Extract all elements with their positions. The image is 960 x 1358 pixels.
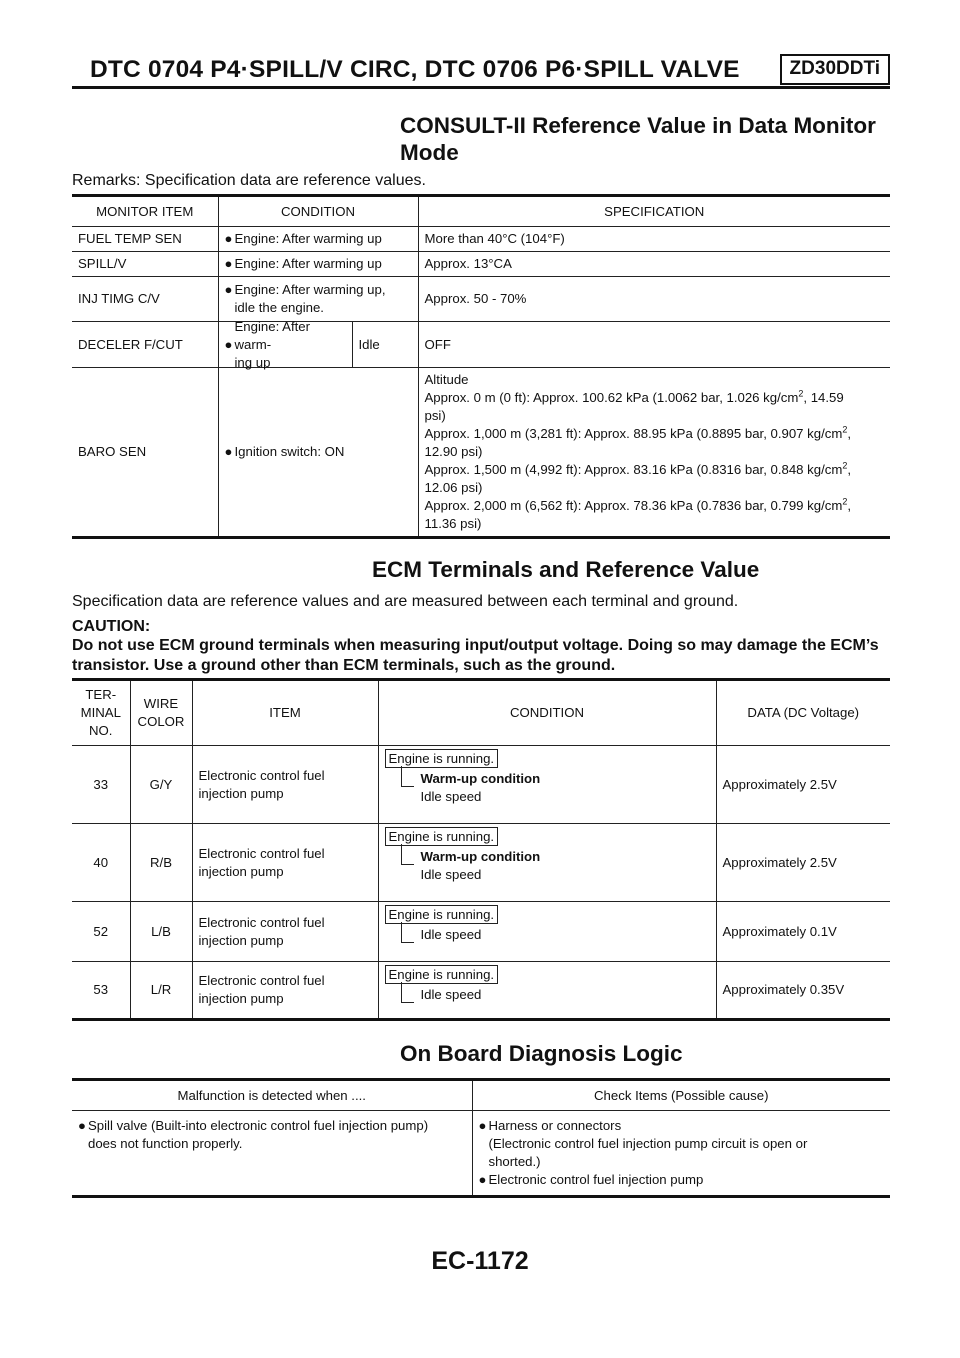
condition-cell: ● Engine: After warming up	[218, 252, 418, 277]
data-cell: Approximately 2.5V	[716, 824, 890, 902]
condition-cell: Engine is running. Idle speed	[378, 902, 716, 962]
page-title: DTC 0704 P4·SPILL/V CIRC, DTC 0706 P6·SPILL VALVE	[90, 56, 740, 83]
spec-cell: OFF	[418, 322, 890, 368]
monitor-item: FUEL TEMP SEN	[72, 227, 218, 252]
consult-remarks: Remarks: Specification data are reference values.	[72, 172, 426, 189]
check-items-cell: ● Harness or connectors (Electronic control fuel injection pump circuit is open or shorted.) ● Electronic control fuel injection pump	[472, 1111, 890, 1197]
table-row	[72, 824, 890, 902]
col-item: ITEM	[192, 680, 378, 746]
ecm-table	[72, 678, 890, 1021]
monitor-item: DECELER F/CUT	[72, 322, 218, 368]
spec-cell: Approx. 13°CA	[418, 252, 890, 277]
condition-cell: Engine is running. Warm-up condition Idle speed	[378, 746, 716, 824]
wire-color: R/B	[130, 824, 192, 902]
malfunction-cell: ● Spill valve (Built-into electronic control fuel injection pump) does not function properly.	[72, 1111, 472, 1197]
condition-sub: Idle	[358, 336, 380, 352]
col-data: DATA (DC Voltage)	[716, 680, 890, 746]
monitor-item: INJ TIMG C/V	[72, 277, 218, 322]
col-terminal: TER- MINAL NO.	[72, 680, 130, 746]
item-cell: Electronic control fuel injection pump	[192, 746, 378, 824]
obd-heading: On Board Diagnosis Logic	[400, 1041, 683, 1066]
condition-cell: ● Engine: After warm- ing up Idle	[218, 322, 418, 368]
wire-color: L/R	[130, 962, 192, 1020]
condition-cell: Engine is running. Warm-up condition Idle speed	[378, 824, 716, 902]
wire-color: G/Y	[130, 746, 192, 824]
data-cell: Approximately 2.5V	[716, 746, 890, 824]
item-cell: Electronic control fuel injection pump	[192, 824, 378, 902]
data-cell: Approximately 0.1V	[716, 902, 890, 962]
item-cell: Electronic control fuel injection pump	[192, 902, 378, 962]
table-row	[72, 227, 890, 252]
col-check-items: Check Items (Possible cause)	[472, 1080, 890, 1111]
page-number: EC-1172	[431, 1247, 529, 1275]
col-condition: CONDITION	[378, 680, 716, 746]
condition-cell: ● Ignition switch: ON	[218, 368, 418, 538]
condition-cell: Engine is running. Idle speed	[378, 962, 716, 1020]
spec-cell: More than 40°C (104°F)	[418, 227, 890, 252]
spec-cell: Altitude Approx. 0 m (0 ft): Approx. 100.62 kPa (1.0062 bar, 1.026 $kg/cm^2$, 14.59 psi) Approx. 1,000 m (3,281 ft): Approx. 88.95 kPa (0.8895 bar, 0.907 $kg/cm^2$, 12.90 psi) Approx. 1,500 m (4,992 ft): Approx. 83.16 kPa (0.8316 bar, 0.848 $kg/cm^2$, 12.06 psi) Approx. 2,000 m (6,562 ft): Approx. 78.36 kPa (0.7836 bar, 0.799 $kg/cm^2$, 11.36 psi)	[418, 368, 890, 538]
terminal-no: 33	[72, 746, 130, 824]
data-cell: Approximately 0.35V	[716, 962, 890, 1020]
page-header	[72, 50, 890, 89]
consult-table	[72, 194, 890, 539]
consult-heading: CONSULT-II Reference Value in Data Monitor Mode	[400, 113, 876, 165]
table-row	[72, 1111, 890, 1197]
ecm-intro: Specification data are reference values and are measured between each terminal and ground.	[72, 593, 739, 610]
table-row	[72, 902, 890, 962]
monitor-item: SPILL/V	[72, 252, 218, 277]
ecm-caution-label: CAUTION:	[72, 618, 151, 635]
item-cell: Electronic control fuel injection pump	[192, 962, 378, 1020]
terminal-no: 40	[72, 824, 130, 902]
terminal-no: 52	[72, 902, 130, 962]
col-wire: WIRE COLOR	[130, 680, 192, 746]
col-malfunction: Malfunction is detected when ....	[72, 1080, 472, 1111]
spec-cell: Approx. 50 - 70%	[418, 277, 890, 322]
ecm-heading: ECM Terminals and Reference Value	[372, 557, 760, 582]
table-row	[72, 746, 890, 824]
table-row	[72, 962, 890, 1020]
condition-cell: ● Engine: After warming up	[218, 227, 418, 252]
col-specification: SPECIFICATION	[418, 196, 890, 227]
table-row	[72, 322, 890, 368]
ecm-caution-text: Do not use ECM ground terminals when measuring input/output voltage. Doing so may damage the ECM’s transistor. Use a ground other than ECM terminals, such as the ground.	[72, 637, 879, 674]
wire-color: L/B	[130, 902, 192, 962]
monitor-item: BARO SEN	[72, 368, 218, 538]
condition-cell: ● Engine: After warming up, idle the engine.	[218, 277, 418, 322]
engine-code-badge: ZD30DDTi	[780, 54, 890, 85]
table-row	[72, 368, 890, 538]
terminal-no: 53	[72, 962, 130, 1020]
table-row	[72, 277, 890, 322]
table-row	[72, 252, 890, 277]
obd-table	[72, 1078, 890, 1198]
col-condition: CONDITION	[218, 196, 418, 227]
col-monitor-item: MONITOR ITEM	[72, 196, 218, 227]
